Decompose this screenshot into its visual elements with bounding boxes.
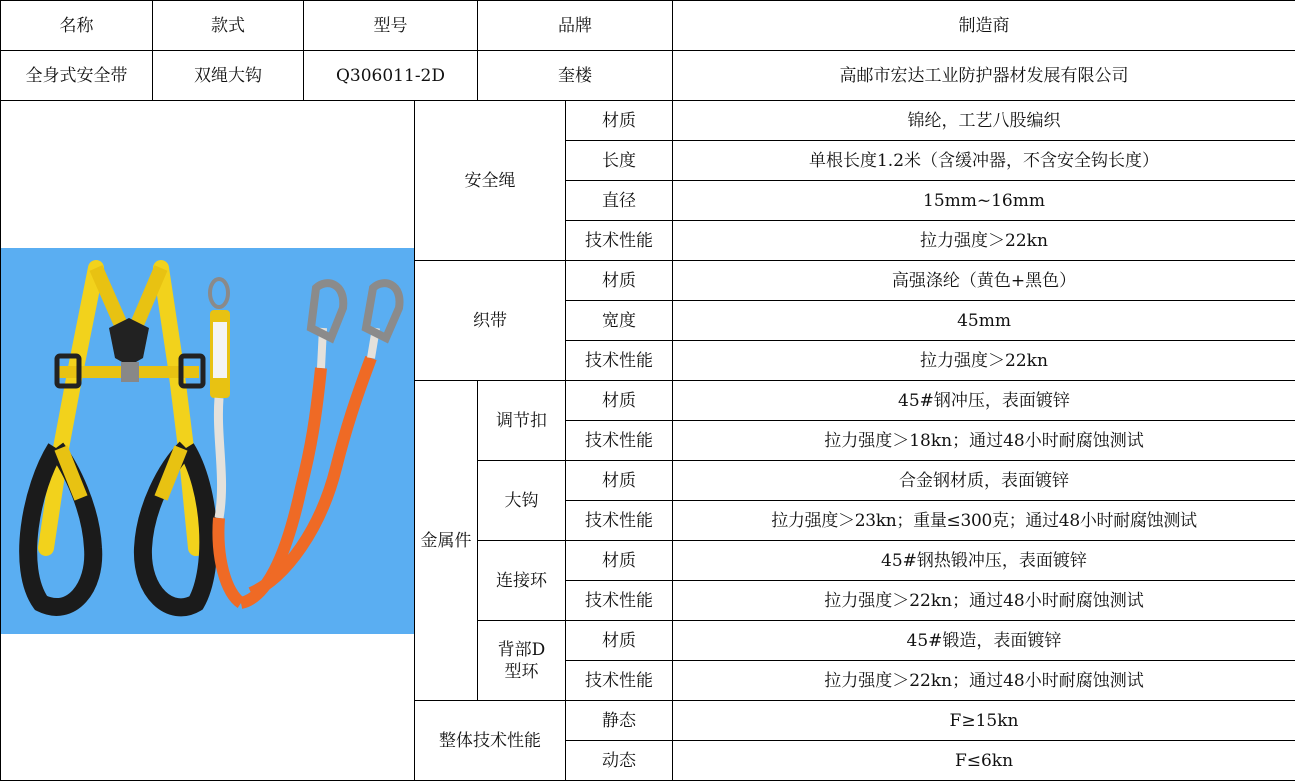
attr-value: 单根长度1.2米（含缓冲器，不含安全钩长度） (673, 141, 1295, 181)
attr-label: 长度 (566, 141, 673, 181)
attr-value: 拉力强度＞23kn；重量≤300克；通过48小时耐腐蚀测试 (673, 501, 1295, 541)
attr-label: 材质 (566, 541, 673, 581)
attr-value: F≤6kn (673, 741, 1295, 781)
product-photo-cell (1, 101, 415, 781)
header-manufacturer: 制造商 (673, 1, 1295, 51)
attr-value: 45#锻造，表面镀锌 (673, 621, 1295, 661)
attr-value: 拉力强度＞18kn；通过48小时耐腐蚀测试 (673, 421, 1295, 461)
attr-label: 材质 (566, 461, 673, 501)
spec-row (1, 101, 1295, 141)
attr-label: 技术性能 (566, 341, 673, 381)
ring-label: 连接环 (478, 541, 566, 621)
attr-value: 锦纶，工艺八股编织 (673, 101, 1295, 141)
attr-label: 材质 (566, 101, 673, 141)
product-name: 全身式安全带 (1, 51, 153, 101)
attr-label: 动态 (566, 741, 673, 781)
attr-value: 拉力强度＞22kn；通过48小时耐腐蚀测试 (673, 661, 1295, 701)
attr-label: 静态 (566, 701, 673, 741)
buckle-label: 调节扣 (478, 381, 566, 461)
attr-label: 宽度 (566, 301, 673, 341)
attr-value: 拉力强度＞22kn (673, 221, 1295, 261)
header-name: 名称 (1, 1, 153, 51)
attr-value: 拉力强度＞22kn (673, 341, 1295, 381)
attr-value: 拉力强度＞22kn；通过48小时耐腐蚀测试 (673, 581, 1295, 621)
attr-value: 45#钢冲压，表面镀锌 (673, 381, 1295, 421)
attr-value: 15mm~16mm (673, 181, 1295, 221)
attr-value: F≥15kn (673, 701, 1295, 741)
attr-label: 技术性能 (566, 661, 673, 701)
product-manufacturer: 高邮市宏达工业防护器材发展有限公司 (673, 51, 1295, 101)
product-style: 双绳大钩 (153, 51, 304, 101)
attr-value: 合金钢材质，表面镀锌 (673, 461, 1295, 501)
header-row (1, 1, 1295, 51)
attr-label: 材质 (566, 261, 673, 301)
attr-label: 直径 (566, 181, 673, 221)
header-brand: 品牌 (478, 1, 673, 51)
attr-label: 技术性能 (566, 221, 673, 261)
overall-label: 整体技术性能 (415, 701, 566, 781)
header-style: 款式 (153, 1, 304, 51)
hook-label: 大钩 (478, 461, 566, 541)
rope-label: 安全绳 (415, 101, 566, 261)
attr-value: 45#钢热锻冲压，表面镀锌 (673, 541, 1295, 581)
dring-label: 背部D型环 (478, 621, 566, 701)
product-row (1, 51, 1295, 101)
product-model: Q306011-2D (304, 51, 478, 101)
product-photo (1, 248, 415, 634)
harness-lanyard-image (1, 248, 415, 634)
attr-value: 45mm (673, 301, 1295, 341)
attr-value: 高强涤纶（黄色+黑色） (673, 261, 1295, 301)
attr-label: 技术性能 (566, 501, 673, 541)
metal-label: 金属件 (415, 381, 478, 701)
webbing-label: 织带 (415, 261, 566, 381)
attr-label: 材质 (566, 381, 673, 421)
product-brand: 奎楼 (478, 51, 673, 101)
header-model: 型号 (304, 1, 478, 51)
attr-label: 材质 (566, 621, 673, 661)
attr-label: 技术性能 (566, 581, 673, 621)
attr-label: 技术性能 (566, 421, 673, 461)
